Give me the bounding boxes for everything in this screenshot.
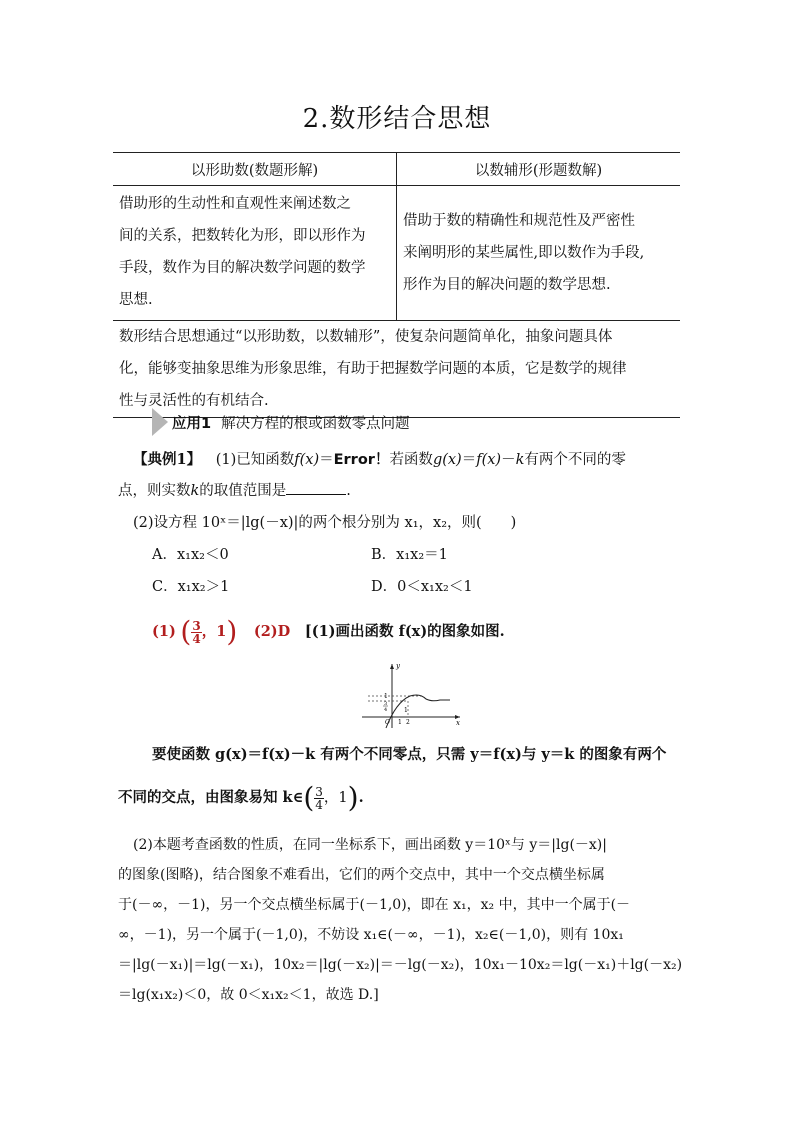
- q1-eq: ＝: [461, 452, 477, 468]
- q1-error: Error！: [333, 452, 390, 468]
- solution2-line: ＝|lg(－x₁)|＝lg(－x₁)，10x₂＝|lg(－x₂)|＝－lg(－x₂)，10x₁－10x₂＝lg(－x₁)＋lg(－x₂): [118, 957, 683, 973]
- solution-fraction: [314, 786, 324, 811]
- left-line: 思想.: [119, 292, 153, 308]
- right-line: 来阐明形的某些属性,即以数作为手段,: [403, 245, 645, 261]
- y-tick-frac-num: 3: [384, 701, 388, 707]
- frac-den: 4: [315, 797, 323, 812]
- q1-fx: f(x): [476, 452, 502, 468]
- summary-line: 性与灵活性的有机结合.: [119, 393, 269, 409]
- solution-text: 不同的交点，由图象易知 k∈: [118, 789, 304, 806]
- frac-den: 4: [192, 631, 201, 646]
- function-graph: [360, 660, 464, 730]
- triangle-arrow-icon: [152, 408, 168, 436]
- table-summary: [113, 321, 680, 418]
- solution-line1: 要使函数 g(x)＝f(x)－k 有两个不同零点，只需 y＝f(x)与 y＝k 的图象有两个: [152, 746, 667, 763]
- solution2-line: (2)本题考查函数的性质，在同一坐标系下，画出函数 y＝10ˣ与 y＝|lg(－x)|: [133, 837, 607, 853]
- summary-line: 数形结合思想通过“以形助数，以数辅形”，使复杂问题简单化，抽象问题具体: [119, 329, 613, 345]
- comparison-table: [113, 152, 680, 418]
- answer-paren-close: ): [226, 615, 238, 648]
- q1-end: .: [346, 483, 351, 499]
- answer-part2: (2)D: [253, 623, 291, 640]
- answer-comma: ，: [201, 623, 217, 640]
- solution-line2: [118, 781, 364, 814]
- solution2-line: 于(－∞，－1)，另一个交点横坐标属于(－1,0)，即在 x₁，x₂ 中，其中一个属于(－: [118, 897, 631, 913]
- q1-text: 若函数: [389, 452, 433, 468]
- example-q2: (2)设方程 10ˣ＝|lg(－x)|的两个根分别为 x₁，x₂，则( ): [133, 515, 517, 531]
- answer-part1: (1): [152, 623, 176, 640]
- solution-end: .: [358, 789, 364, 806]
- answer-blank: [286, 480, 346, 495]
- frac-num: 3: [315, 784, 323, 799]
- right-line: 借助于数的精确性和规范性及严密性: [403, 213, 635, 229]
- q1-k: k: [515, 452, 525, 468]
- application-heading: [152, 408, 452, 436]
- option-b: B．x₁x₂＝1: [371, 547, 448, 563]
- y-tick-1: 1: [384, 693, 388, 700]
- table-header-right: 以数辅形(形题数解): [397, 153, 681, 186]
- page-title: 2.数形结合思想: [302, 104, 492, 134]
- y-tick-frac-den: 4: [384, 707, 388, 713]
- q1-text: 点，则实数: [118, 483, 191, 499]
- x-axis-label: x: [456, 719, 460, 727]
- answer-line: [152, 615, 505, 648]
- table-header-left: 以形助数(数题形解): [113, 153, 397, 186]
- table-cell-left: [113, 186, 397, 321]
- frac-num: 3: [192, 618, 201, 633]
- option-a: A．x₁x₂＜0: [152, 547, 229, 563]
- answer-explain: [(1)画出函数 f(x)的图象如图.: [304, 623, 505, 640]
- q1-gx: g(x): [432, 452, 462, 468]
- application-text: 解决方程的根或函数零点问题: [221, 416, 410, 432]
- table-cell-right: [397, 186, 681, 321]
- solution-comma: ，: [323, 790, 339, 806]
- x-tick-1: 1: [398, 719, 402, 726]
- q1-minus: －: [501, 452, 516, 468]
- answer-paren-open: (: [180, 615, 192, 648]
- q1-text: 的取值范围是: [199, 483, 287, 499]
- right-line: 形作为目的解决问题的数学思想.: [403, 277, 611, 293]
- y-axis-label: y: [396, 662, 400, 670]
- q1-text: (1)已知函数: [215, 452, 295, 468]
- example-q1-line1: [133, 450, 626, 470]
- answer-one: 1: [216, 623, 227, 640]
- q1-k: k: [190, 483, 200, 499]
- summary-line: 化，能够变抽象思维为形象思维，有助于把握数学问题的本质，它是数学的规律: [119, 361, 627, 377]
- left-line: 间的关系，把数转化为形，即以形作为: [119, 228, 366, 244]
- solution2-line: ＝lg(x₁x₂)＜0，故 0＜x₁x₂＜1，故选 D.]: [118, 987, 379, 1003]
- application-label: 应用1: [172, 416, 212, 432]
- option-d: D．0＜x₁x₂＜1: [371, 579, 473, 595]
- q1-eq: ＝: [319, 452, 334, 468]
- answer-fraction: [191, 620, 201, 645]
- solution2-line: ∞，－1)，另一个属于(－1,0)，不妨设 x₁∈(－∞，－1)，x₂∈(－1,0)，则有 10x₁: [118, 927, 624, 943]
- origin-label: O: [385, 719, 390, 726]
- left-line: 手段，数作为目的解决数学问题的数学: [119, 260, 366, 276]
- y-axis-arrow-icon: [390, 664, 394, 669]
- paren-close: ): [347, 781, 359, 814]
- q1-fx: f(x): [294, 452, 320, 468]
- q1-text: 有两个不同的零: [524, 452, 626, 468]
- example-tag: 【典例1】: [133, 451, 202, 468]
- function-curve: [386, 695, 450, 728]
- example-q1-line2: [118, 480, 351, 501]
- option-c: C．x₁x₂＞1: [152, 579, 230, 595]
- solution2-line: 的图象(图略)，结合图象不难看出，它们的两个交点中，其中一个交点横坐标属: [118, 867, 605, 883]
- point-label: 1: [404, 707, 408, 714]
- x-tick-2: 2: [406, 719, 410, 726]
- left-line: 借助形的生动性和直观性来阐述数之: [119, 196, 351, 212]
- solution-part2: [118, 830, 683, 1010]
- solution-one: 1: [338, 790, 348, 806]
- paren-open: (: [303, 781, 315, 814]
